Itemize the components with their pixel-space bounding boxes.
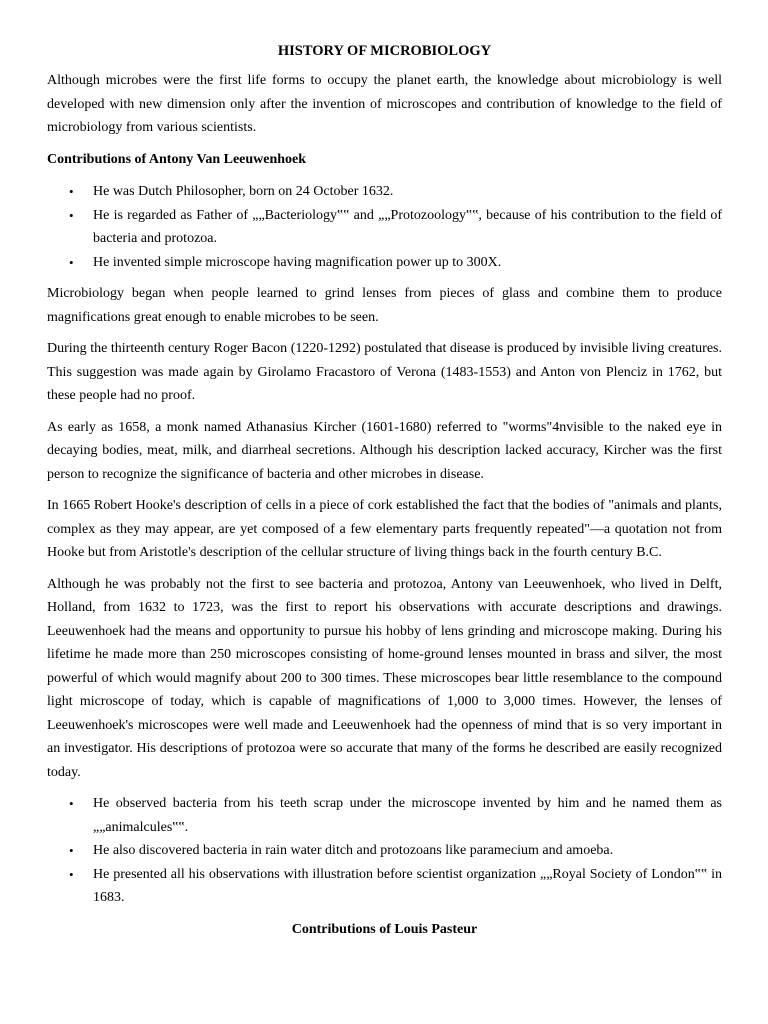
- list-item-text: He is regarded as Father of „„Bacteriology‟‟ and „„Protozoology‟‟, because of his contribution to the field of bacteria and protozoa.: [93, 207, 722, 246]
- document-page: [47, 0, 722, 950]
- leeuwenhoek-bullet-list: [47, 180, 722, 274]
- list-item: [47, 180, 722, 204]
- list-item: [47, 792, 722, 839]
- bullet-icon: •: [69, 866, 74, 882]
- document-title: HISTORY OF MICROBIOLOGY: [277, 43, 492, 59]
- paragraph-grinding-lenses: Microbiology began when people learned to grind lenses from pieces of glass and combine them to produce magnifications great enough to enable microbes to be seen.: [47, 286, 722, 325]
- bullet-icon: •: [69, 207, 74, 223]
- paragraph-leeuwenhoek: Although he was probably not the first to see bacteria and protozoa, Antony van Leeuwenhoek, who lived in Delft, Holland, from 1632 to 1723, was the first to report his observations with accurate descriptions and drawings. Leeuwenhoek had the means and opportunity to pursue his hobby of lens grinding and microscope making. During his lifetime he made more than 250 microscopes consisting of home-ground lenses mounted in brass and silver, the most powerful of which would magnify about 200 to 300 times. These microscopes bear little resemblance to the compound light microscope of today, which is capable of magnifications of 1,000 to 3,000 times. However, the lenses of Leeuwenhoek's microscopes were well made and Leeuwenhoek had the openness of mind that is so very important in an investigator. His descriptions of protozoa were so accurate that many of the forms he described are easily recognized today.: [47, 576, 722, 780]
- paragraph-kircher: As early as 1658, a monk named Athanasius Kircher (1601-1680) referred to "worms"4nvisible to the naked eye in decaying bodies, meat, milk, and diarrheal secretions. Although his description lacked accuracy, Kircher was the first person to recognize the significance of bacteria and other microbes in disease.: [47, 419, 722, 482]
- section-heading-leeuwenhoek: Contributions of Antony Van Leeuwenhoek: [47, 151, 307, 167]
- list-item-text: He observed bacteria from his teeth scrap under the microscope invented by him and he named them as „„animalcules‟‟.: [93, 796, 722, 835]
- section-heading-pasteur: Contributions of Louis Pasteur: [291, 921, 478, 937]
- list-item: [47, 251, 722, 275]
- list-item-text: He invented simple microscope having magnification power up to 300X.: [93, 254, 502, 270]
- leeuwenhoek-observations-list: [47, 792, 722, 910]
- intro-paragraph: Although microbes were the first life forms to occupy the planet earth, the knowledge about microbiology is well developed with new dimension only after the invention of microscopes and contribution of knowledge to the field of microbiology from various scientists.: [47, 73, 722, 135]
- list-item: [47, 204, 722, 251]
- bullet-icon: •: [69, 796, 74, 811]
- bullet-icon: •: [69, 254, 74, 270]
- list-item: [47, 863, 722, 910]
- bullet-icon: •: [69, 843, 74, 858]
- list-item: [47, 839, 722, 863]
- list-item-text: He presented all his observations with illustration before scientist organization „„Royal Society of London‟‟ in 1683.: [93, 866, 722, 905]
- list-item-text: He also discovered bacteria in rain water ditch and protozoans like paramecium and amoeba.: [93, 843, 614, 858]
- list-item-text: He was Dutch Philosopher, born on 24 October 1632.: [93, 184, 394, 199]
- paragraph-robert-hooke: In 1665 Robert Hooke's description of cells in a piece of cork established the fact that the bodies of "animals and plants, complex as they may appear, are yet composed of a few elementary parts frequently repeated"—a quotation not from Hooke but from Aristotle's description of the cellular structure of living things back in the fourth century B.C.: [47, 498, 722, 560]
- bullet-icon: •: [69, 184, 74, 199]
- paragraph-roger-bacon: During the thirteenth century Roger Bacon (1220-1292) postulated that disease is produced by invisible living creatures. This suggestion was made again by Girolamo Fracastoro of Verona (1483-1553) and Anton von Plenciz in 1762, but these people had no proof.: [47, 341, 722, 403]
